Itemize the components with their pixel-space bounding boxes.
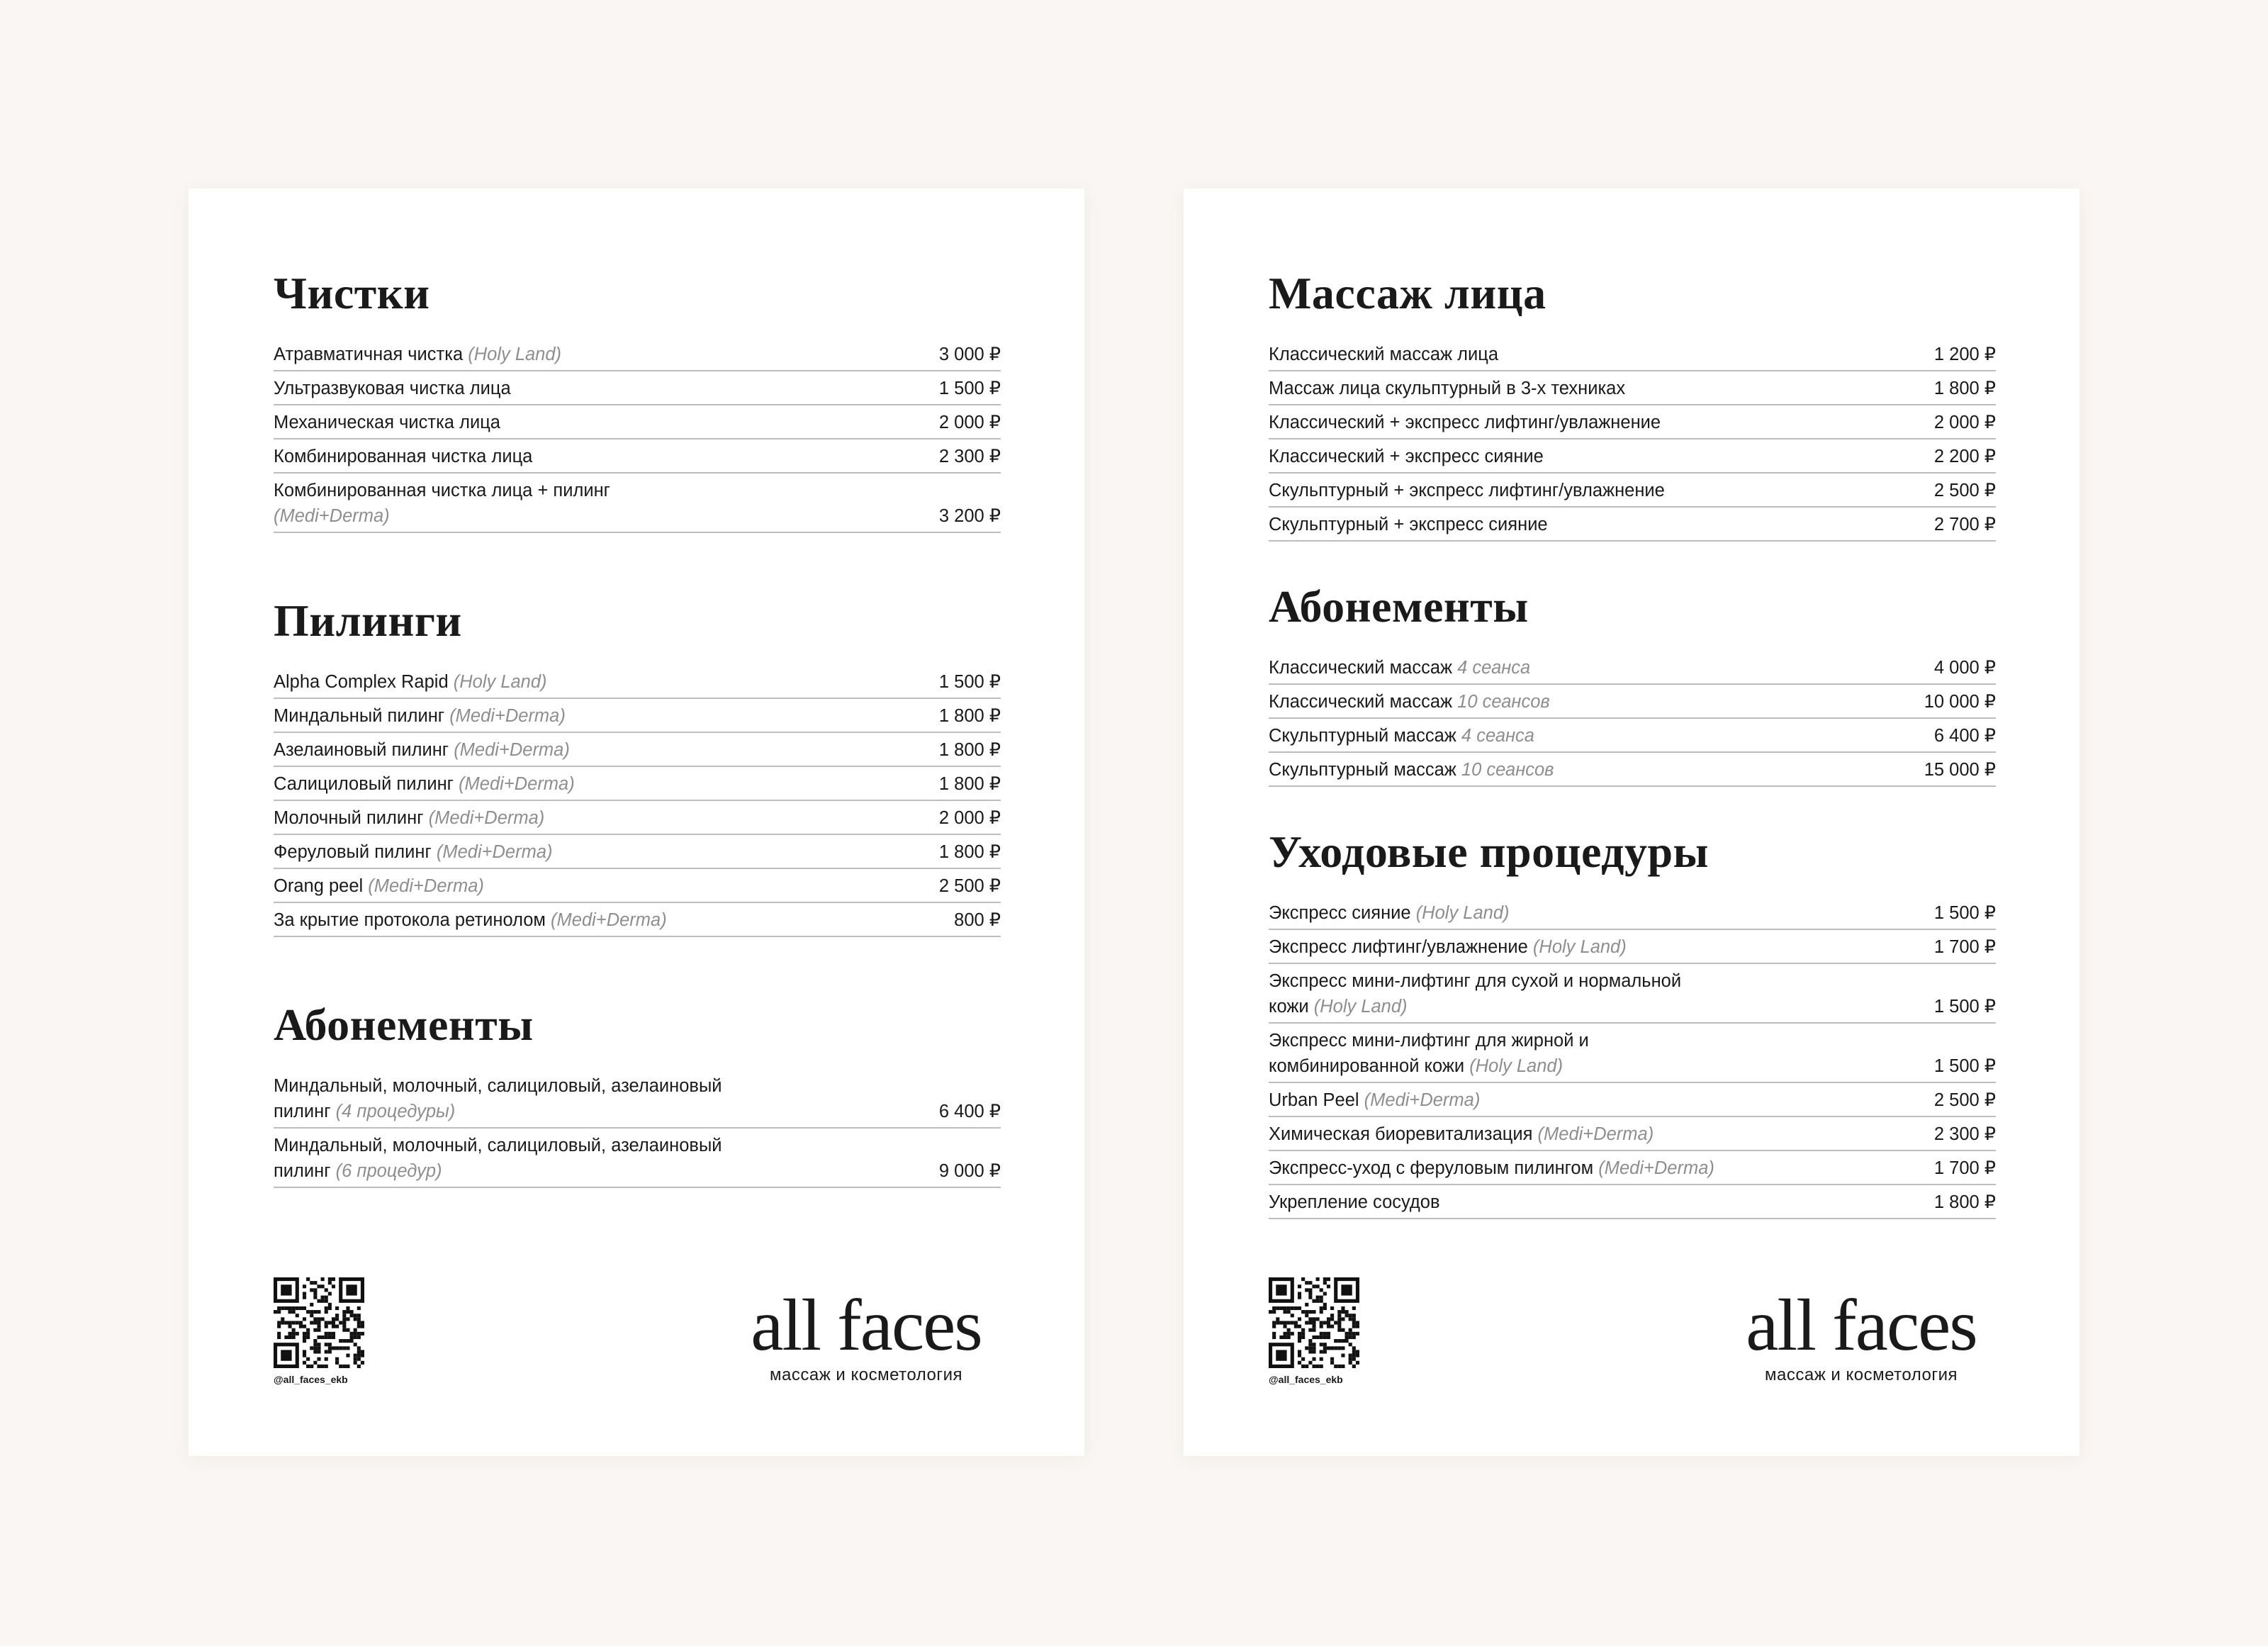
service-price: 1 800 ₽ xyxy=(938,842,1001,862)
service-price: 800 ₽ xyxy=(954,910,1001,930)
service-note: (Medi+Derma) xyxy=(436,842,553,862)
service-price: 2 500 ₽ xyxy=(1933,481,1996,500)
price-row xyxy=(1269,753,1996,787)
service-price: 1 500 ₽ xyxy=(938,379,1001,398)
service-name xyxy=(274,839,553,865)
service-name xyxy=(274,737,570,763)
service-label: Экспресс лифтинг/увлажнение xyxy=(1269,937,1528,957)
service-price: 3 200 ₽ xyxy=(938,506,1001,526)
service-note: (Medi+Derma) xyxy=(368,876,484,896)
service-price: 2 000 ₽ xyxy=(938,413,1001,432)
price-section xyxy=(274,268,1001,533)
logo-wordmark: all faces xyxy=(1746,1284,1977,1366)
service-name xyxy=(274,771,575,797)
service-price: 1 800 ₽ xyxy=(938,740,1001,760)
service-label: Скульптурный + экспресс лифтинг/увлажнение xyxy=(1269,481,1665,500)
service-name xyxy=(1269,689,1550,715)
service-label: Alpha Complex Rapid xyxy=(274,672,449,692)
service-name xyxy=(1269,342,1498,367)
section-title: Уходовые процедуры xyxy=(1269,827,1709,877)
service-name xyxy=(1269,1155,1714,1181)
price-row xyxy=(274,474,1001,533)
price-row xyxy=(1269,930,1996,964)
service-price: 1 500 ₽ xyxy=(938,672,1001,692)
service-name xyxy=(1269,934,1627,960)
service-label: Экспресс-уход с феруловым пилингом xyxy=(1269,1158,1594,1178)
price-row xyxy=(274,767,1001,801)
service-name xyxy=(1269,512,1548,537)
price-row xyxy=(274,405,1001,440)
service-price: 3 000 ₽ xyxy=(938,345,1001,364)
price-row xyxy=(1269,474,1996,508)
price-row xyxy=(1269,651,1996,685)
service-name xyxy=(1269,444,1544,469)
page-footer xyxy=(1269,1286,1996,1385)
service-price: 2 300 ₽ xyxy=(938,447,1001,466)
price-row xyxy=(1269,719,1996,753)
service-price: 1 800 ₽ xyxy=(938,706,1001,726)
service-price: 6 400 ₽ xyxy=(1933,726,1996,746)
service-price: 2 300 ₽ xyxy=(1933,1124,1996,1144)
price-row xyxy=(1269,1151,1996,1185)
service-price: 1 700 ₽ xyxy=(1933,1158,1996,1178)
price-row xyxy=(274,337,1001,371)
brand-logo xyxy=(731,1284,1001,1385)
service-note: (Medi+Derma) xyxy=(428,808,545,828)
service-price: 1 500 ₽ xyxy=(1933,903,1996,923)
service-price: 1 800 ₽ xyxy=(938,774,1001,794)
price-section xyxy=(274,1002,1001,1188)
service-name xyxy=(1269,478,1665,503)
service-label: Феруловый пилинг xyxy=(274,842,432,862)
service-label: Скульптурный массаж xyxy=(1269,726,1456,746)
service-label: Классический массаж xyxy=(1269,692,1453,712)
price-row xyxy=(274,1129,1001,1188)
service-label: Ультразвуковая чистка лица xyxy=(274,379,511,398)
service-price: 2 200 ₽ xyxy=(1933,447,1996,466)
service-note: 4 сеанса xyxy=(1461,726,1534,746)
service-label: Orang peel xyxy=(274,876,364,896)
service-name xyxy=(1269,1189,1440,1215)
instagram-handle[interactable]: @all_faces_ekb xyxy=(1269,1374,1343,1385)
price-row xyxy=(274,903,1001,937)
service-name xyxy=(1269,1028,1722,1079)
price-row xyxy=(1269,405,1996,440)
service-price: 1 200 ₽ xyxy=(1933,345,1996,364)
section-title: Абонементы xyxy=(1269,581,1529,632)
service-note: (Medi+Derma) xyxy=(551,910,667,930)
service-note: (Holy Land) xyxy=(1469,1056,1564,1076)
price-row xyxy=(1269,1024,1996,1083)
service-name xyxy=(1269,757,1554,783)
service-note: 10 сеансов xyxy=(1461,760,1554,780)
service-name xyxy=(274,1133,727,1184)
qr-block xyxy=(274,1277,366,1385)
price-list-page-left xyxy=(189,189,1084,1456)
price-row xyxy=(274,665,1001,699)
service-label: Классический + экспресс лифтинг/увлажнение xyxy=(1269,413,1661,432)
service-name xyxy=(1269,410,1661,435)
service-label: Классический массаж xyxy=(1269,658,1453,678)
price-section xyxy=(274,595,1001,937)
service-name xyxy=(274,1073,727,1124)
service-label: Urban Peel xyxy=(1269,1090,1359,1110)
service-label: Экспресс мини-лифтинг для жирной и комбинированной кожи xyxy=(1269,1031,1589,1076)
service-name xyxy=(274,805,544,831)
service-name xyxy=(1269,1087,1480,1113)
logo-wordmark: all faces xyxy=(751,1284,982,1366)
service-name xyxy=(1269,655,1530,681)
section-title: Массаж лица xyxy=(1269,268,1546,318)
service-price: 2 500 ₽ xyxy=(1933,1090,1996,1110)
price-row xyxy=(274,1069,1001,1129)
service-label: Массаж лица скульптурный в 3-х техниках xyxy=(1269,379,1626,398)
service-label: Комбинированная чистка лица + пилинг xyxy=(274,481,610,500)
service-note: 4 сеанса xyxy=(1457,658,1531,678)
price-section xyxy=(1269,829,1996,1219)
service-label: Экспресс мини-лифтинг для сухой и нормальной кожи xyxy=(1269,971,1682,1017)
service-note: (Medi+Derma) xyxy=(459,774,575,794)
service-price: 2 500 ₽ xyxy=(938,876,1001,896)
price-row xyxy=(274,699,1001,733)
brand-logo xyxy=(1727,1284,1996,1385)
service-label: Миндальный, молочный, салициловый, азелаиновый пилинг xyxy=(274,1076,722,1121)
service-price: 1 500 ₽ xyxy=(1933,997,1996,1017)
service-price: 2 000 ₽ xyxy=(938,808,1001,828)
service-name xyxy=(274,478,727,529)
service-label: Укрепление сосудов xyxy=(1269,1192,1440,1212)
service-label: Комбинированная чистка лица xyxy=(274,447,533,466)
service-name xyxy=(274,907,667,933)
service-name xyxy=(1269,376,1625,401)
service-label: За крытие протокола ретинолом xyxy=(274,910,546,930)
service-price: 4 000 ₽ xyxy=(1933,658,1996,678)
service-label: Экспресс сияние xyxy=(1269,903,1411,923)
service-price: 2 000 ₽ xyxy=(1933,413,1996,432)
service-label: Классический + экспресс сияние xyxy=(1269,447,1544,466)
qr-block xyxy=(1269,1277,1361,1385)
service-name xyxy=(274,669,547,695)
service-note: (Holy Land) xyxy=(1415,903,1510,923)
instagram-handle[interactable]: @all_faces_ekb xyxy=(274,1374,348,1385)
service-name xyxy=(274,342,561,367)
price-row xyxy=(274,801,1001,835)
price-row xyxy=(1269,1117,1996,1151)
price-row xyxy=(274,869,1001,903)
service-price: 1 800 ₽ xyxy=(1933,1192,1996,1212)
service-price: 6 400 ₽ xyxy=(938,1102,1001,1121)
price-row xyxy=(1269,337,1996,371)
service-note: (Medi+Derma) xyxy=(274,506,390,526)
service-label: Миндальный пилинг xyxy=(274,706,445,726)
service-price: 15 000 ₽ xyxy=(1924,760,1996,780)
section-title: Чистки xyxy=(274,268,430,318)
service-name xyxy=(274,873,484,899)
service-label: Молочный пилинг xyxy=(274,808,424,828)
service-note: (Medi+Derma) xyxy=(1364,1090,1481,1110)
price-row xyxy=(1269,896,1996,930)
price-section xyxy=(1269,268,1996,542)
service-note: (4 процедуры) xyxy=(335,1102,456,1121)
service-name xyxy=(274,444,532,469)
price-row xyxy=(274,440,1001,474)
price-row xyxy=(1269,685,1996,719)
service-label: Скульптурный + экспресс сияние xyxy=(1269,515,1548,534)
price-row xyxy=(1269,440,1996,474)
qr-code-icon[interactable] xyxy=(1269,1277,1359,1368)
service-label: Миндальный, молочный, салициловый, азелаиновый пилинг xyxy=(274,1136,722,1181)
price-row xyxy=(274,371,1001,405)
service-note: 10 сеансов xyxy=(1457,692,1550,712)
service-note: (Holy Land) xyxy=(1313,997,1408,1017)
service-label: Скульптурный массаж xyxy=(1269,760,1456,780)
price-row xyxy=(274,835,1001,869)
service-name xyxy=(1269,723,1534,749)
service-label: Химическая биоревитализация xyxy=(1269,1124,1533,1144)
service-name xyxy=(274,703,566,729)
service-note: (6 процедур) xyxy=(335,1161,442,1181)
price-row xyxy=(1269,1083,1996,1117)
section-title: Абонементы xyxy=(274,1000,534,1050)
service-note: (Medi+Derma) xyxy=(454,740,570,760)
service-name xyxy=(1269,1121,1654,1147)
service-note: (Medi+Derma) xyxy=(449,706,566,726)
service-price: 9 000 ₽ xyxy=(938,1161,1001,1181)
service-label: Классический массаж лица xyxy=(1269,345,1499,364)
service-price: 1 500 ₽ xyxy=(1933,1056,1996,1076)
service-price: 1 700 ₽ xyxy=(1933,937,1996,957)
service-name xyxy=(1269,968,1722,1019)
logo-tagline: массаж и косметология xyxy=(1765,1365,1958,1384)
price-section xyxy=(1269,581,1996,787)
service-label: Атравматичная чистка xyxy=(274,345,464,364)
qr-code-icon[interactable] xyxy=(274,1277,364,1368)
service-name xyxy=(274,376,511,401)
section-title: Пилинги xyxy=(274,595,462,646)
price-row xyxy=(1269,508,1996,542)
service-note: (Medi+Derma) xyxy=(1537,1124,1654,1144)
service-name xyxy=(274,410,500,435)
logo-tagline: массаж и косметология xyxy=(770,1365,962,1384)
service-note: (Holy Land) xyxy=(468,345,562,364)
service-price: 2 700 ₽ xyxy=(1933,515,1996,534)
price-row xyxy=(1269,1185,1996,1219)
price-row xyxy=(274,733,1001,767)
service-name xyxy=(1269,900,1510,926)
price-row xyxy=(1269,964,1996,1024)
service-note: (Medi+Derma) xyxy=(1598,1158,1714,1178)
service-price: 10 000 ₽ xyxy=(1924,692,1996,712)
page-footer xyxy=(274,1286,1001,1385)
service-label: Азелаиновый пилинг xyxy=(274,740,449,760)
service-price: 1 800 ₽ xyxy=(1933,379,1996,398)
service-label: Салициловый пилинг xyxy=(274,774,454,794)
price-row xyxy=(1269,371,1996,405)
service-label: Механическая чистка лица xyxy=(274,413,500,432)
service-note: (Holy Land) xyxy=(1532,937,1627,957)
price-list-page-right xyxy=(1184,189,2079,1456)
service-note: (Holy Land) xyxy=(453,672,547,692)
